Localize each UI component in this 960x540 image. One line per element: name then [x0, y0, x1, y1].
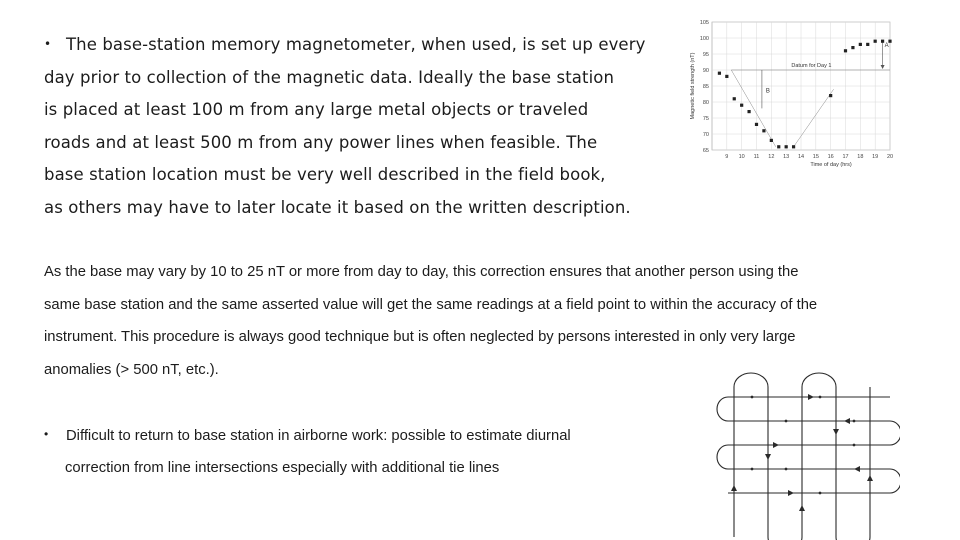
data-point [851, 46, 854, 49]
flight-path-horizontal [717, 397, 900, 493]
base-station-paragraph [44, 28, 694, 225]
text-line: As the base may vary by 10 to 25 nT or more from day to day, this correction ensures that another person using the [44, 264, 799, 280]
data-point [733, 97, 736, 100]
y-tick-label: 80 [702, 100, 709, 106]
data-point [785, 145, 788, 148]
text-line: roads and at least 500 m from any power lines when feasible. The [44, 132, 598, 152]
bullet: • [44, 427, 49, 441]
text-line: base station location must be very well described in the field book, [44, 165, 606, 185]
annotation-a-arrowhead [881, 65, 885, 69]
text-line: correction from line intersections especially with additional tie lines [65, 460, 500, 476]
x-tick-label: 20 [886, 154, 894, 160]
data-point [755, 123, 758, 126]
y-tick-label: 100 [699, 36, 709, 42]
annotation-label-b: B [765, 88, 770, 95]
data-point [866, 43, 869, 46]
y-tick-label: 65 [702, 148, 709, 154]
text-line-content: Difficult to return to base station in airborne work: possible to estimate diurnal [66, 428, 571, 444]
datum-line-segment [731, 70, 776, 147]
y-tick-label: 90 [702, 68, 709, 74]
data-point [881, 40, 884, 43]
y-axis-label: Magnetic field strength (nT) [690, 52, 696, 120]
y-tick-label: 75 [702, 116, 709, 122]
x-tick-label: 16 [827, 154, 834, 160]
data-point [740, 104, 743, 107]
airborne-paragraph [44, 418, 684, 484]
diurnal-variation-chart [684, 12, 900, 172]
annotation-label-a: A [884, 43, 889, 50]
text-line: is placed at least 100 m from any large metal objects or traveled [44, 100, 589, 120]
text-line: same base station and the same asserted value will get the same readings at a field point to within the accuracy of the [44, 296, 818, 313]
text-line: anomalies (> 500 nT, etc.). [44, 361, 219, 378]
data-point [718, 72, 721, 75]
x-tick-label: 17 [842, 154, 849, 160]
flight-line-grid-diagram [704, 365, 900, 540]
x-axis-label: Time of day (hrs) [810, 162, 852, 168]
y-tick-label: 85 [702, 84, 709, 90]
data-point [829, 94, 832, 97]
y-tick-label: 95 [702, 52, 709, 58]
bullet: • [44, 37, 52, 51]
data-point [747, 110, 750, 113]
x-tick-label: 10 [738, 154, 745, 160]
y-tick-label: 70 [702, 132, 709, 138]
data-point [792, 145, 795, 148]
text-line: day prior to collection of the magnetic data. Ideally the base station [44, 67, 615, 87]
x-tick-label: 12 [768, 154, 775, 160]
text-line [44, 28, 694, 62]
x-tick-label: 18 [857, 154, 864, 160]
data-point [777, 145, 780, 148]
x-tick-label: 13 [783, 154, 790, 160]
data-point [770, 139, 773, 142]
data-point [859, 43, 862, 46]
x-tick-label: 15 [812, 154, 819, 160]
data-point [762, 129, 765, 132]
x-tick-label: 14 [797, 154, 805, 160]
data-point [874, 40, 877, 43]
datum-label: Datum for Day 1 [791, 63, 832, 69]
data-point [888, 40, 891, 43]
text-line: as others may have to later locate it based on the written description. [44, 197, 631, 217]
text-line [44, 418, 684, 452]
x-tick-label: 11 [753, 154, 760, 160]
text-line: instrument. This procedure is always good technique but is often neglected by persons interested in only very large [44, 329, 796, 345]
flight-path-vertical [734, 373, 870, 540]
data-point [725, 75, 728, 78]
x-tick-label: 19 [872, 154, 879, 160]
x-tick-label: 9 [725, 154, 729, 160]
y-tick-label: 105 [699, 20, 709, 26]
data-point [844, 49, 847, 52]
text-line-content: The base-station memory magnetometer, when used, is set up every [66, 35, 646, 54]
